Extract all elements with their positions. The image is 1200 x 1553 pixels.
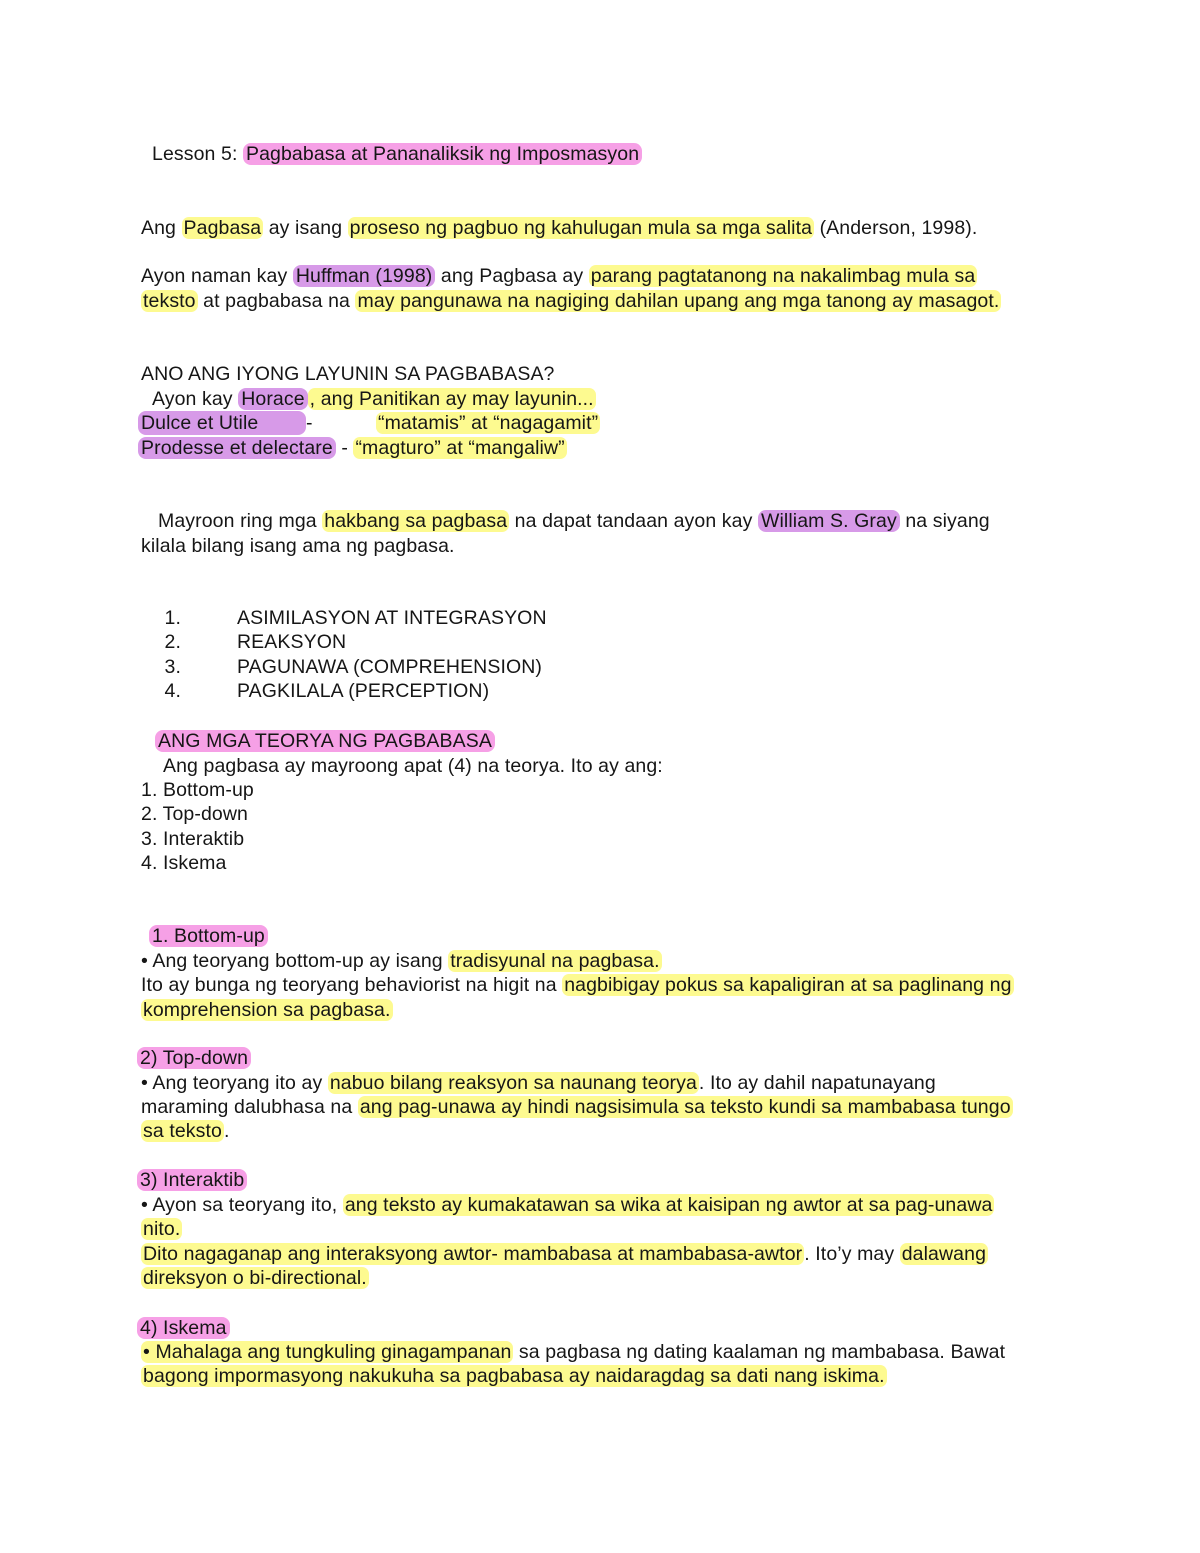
text: . Ito ay dahil napatunayang (698, 1072, 936, 1094)
list-number: 4. (164, 680, 181, 702)
highlight: bagong impormasyong nakukuha sa pagbabasa ay naidaragdag sa dati nang iskima. (143, 1365, 885, 1387)
highlight-name: Horace (238, 388, 307, 410)
highlight: parang pagtatanong na nakalimbag mula sa (590, 265, 976, 287)
list-item: 1. Bottom-up (141, 779, 254, 801)
topdown-line-1 (141, 1071, 936, 1095)
highlight: tradisyunal na pagbasa. (450, 950, 660, 972)
text: . (223, 1120, 230, 1142)
bottomup-line-2 (141, 973, 1014, 997)
highlight: ang pag-unawa ay hindi nagsisimula sa teksto kundi sa mambabasa tungo (359, 1096, 1011, 1118)
iskema-heading (137, 1316, 230, 1340)
topdown-heading (137, 1046, 251, 1070)
bottomup-line-1 (141, 949, 662, 973)
text: at pagbabasa na (197, 290, 356, 312)
latin-term: Dulce et Utile (138, 411, 306, 435)
text: ay isang (263, 217, 348, 239)
text: . Ito’y may (804, 1243, 900, 1265)
text: Ito ay bunga ng teoryang behaviorist na higit na (141, 974, 563, 996)
list-item: 3. Interaktib (141, 828, 245, 850)
text: Ayon naman kay (141, 265, 293, 287)
text: na siyang (899, 510, 990, 532)
highlight: sa teksto (143, 1120, 222, 1142)
intro-paragraph-2-line-1 (141, 264, 977, 288)
text: • Ayon sa teoryang ito, (141, 1194, 343, 1216)
interaktib-line-3 (141, 1242, 988, 1266)
dash: - (335, 437, 354, 459)
highlight: direksyon o bi-directional. (143, 1267, 367, 1289)
text: ang Pagbasa ay (435, 265, 589, 287)
lesson-title (152, 142, 642, 166)
topdown-line-3 (141, 1119, 229, 1143)
text: Mayroon ring mga (158, 510, 323, 532)
list-item (141, 630, 346, 654)
list-item (141, 606, 547, 630)
list-item: 4. Iskema (141, 852, 227, 874)
teorya-heading (155, 729, 495, 753)
highlight: • Mahalaga ang tungkuling ginagampanan (143, 1341, 512, 1363)
translation: “matamis” at “nagagamit” (378, 412, 599, 434)
topdown-line-2 (141, 1095, 1013, 1119)
highlight: , ang Panitikan ay may layunin... (309, 388, 594, 410)
text: Ayon kay (152, 388, 239, 410)
highlight-name: Huffman (1998) (293, 265, 436, 287)
latin-term: Prodesse et delectare (138, 437, 336, 459)
highlight: dalawang (901, 1243, 987, 1265)
section-heading: ANG MGA TEORYA NG PAGBABASA (155, 730, 495, 752)
text: sa pagbasa ng dating kaalaman ng mambabasa. Bawat (513, 1341, 1006, 1363)
iskema-line-2 (141, 1364, 887, 1388)
highlight: nito. (143, 1218, 181, 1240)
interaktib-heading (137, 1168, 247, 1192)
interaktib-line-4 (141, 1266, 369, 1290)
text: na dapat tandaan ayon kay (509, 510, 758, 532)
text: • Ang teoryang bottom-up ay isang (141, 950, 449, 972)
hakbang-line-2: kilala bilang isang ama ng pagbasa. (141, 535, 455, 557)
layunin-ayon (152, 387, 596, 411)
layunin-row-2 (138, 436, 567, 460)
list-item: 2. Top-down (141, 803, 248, 825)
section-heading: 2) Top-down (137, 1047, 251, 1069)
list-number: 1. (164, 607, 181, 629)
highlight: nabuo bilang reaksyon sa naunang teorya (329, 1072, 697, 1094)
text: maraming dalubhasa na (141, 1096, 358, 1118)
list-text: PAGKILALA (PERCEPTION) (237, 680, 490, 702)
bottomup-line-3 (141, 998, 393, 1022)
list-item (141, 655, 542, 679)
highlight: teksto (143, 290, 196, 312)
text: • Ang teoryang ito ay (141, 1072, 328, 1094)
interaktib-line-1 (141, 1193, 994, 1217)
hakbang-line-1 (158, 509, 990, 533)
list-text: ASIMILASYON AT INTEGRASYON (237, 607, 547, 629)
dash: - (306, 412, 313, 434)
highlight: proseso ng pagbuo ng kahulugan mula sa mga salita (349, 217, 813, 239)
section-heading: 3) Interaktib (137, 1169, 247, 1191)
intro-paragraph-1 (141, 216, 977, 240)
highlight: komprehension sa pagbasa. (143, 999, 391, 1021)
list-number: 2. (164, 631, 181, 653)
section-heading: 4) Iskema (137, 1317, 230, 1339)
list-number: 3. (164, 656, 181, 678)
teorya-intro: Ang pagbasa ay mayroong apat (4) na teorya. Ito ay ang: (163, 755, 663, 777)
highlight: may pangunawa na nagiging dahilan upang ang mga tanong ay masagot. (357, 290, 1000, 312)
intro-paragraph-2-line-2 (141, 289, 1001, 313)
highlight-name: William S. Gray (758, 510, 900, 532)
list-text: REAKSYON (237, 631, 347, 653)
section-heading: 1. Bottom-up (149, 925, 268, 947)
interaktib-line-2 (141, 1217, 182, 1241)
bottomup-heading (149, 924, 268, 948)
lesson-topic: Pagbabasa at Pananaliksik ng Imposmasyon (243, 143, 642, 165)
highlight: Dito nagaganap ang interaksyong awtor- mambabasa at mambabasa-awtor (143, 1243, 803, 1265)
lesson-label: Lesson 5: (152, 143, 243, 165)
highlight: ang teksto ay kumakatawan sa wika at kaisipan ng awtor at sa pag-unawa (344, 1194, 993, 1216)
layunin-heading: ANO ANG IYONG LAYUNIN SA PAGBABASA? (141, 363, 555, 385)
text: (Anderson, 1998). (814, 217, 978, 239)
text: Ang (141, 217, 182, 239)
highlight: Pagbasa (183, 217, 262, 239)
list-item (141, 679, 489, 703)
layunin-row-1 (138, 411, 600, 435)
translation: “magturo” at “mangaliw” (355, 437, 565, 459)
highlight: nagbibigay pokus sa kapaligiran at sa paglinang ng (564, 974, 1012, 996)
list-text: PAGUNAWA (COMPREHENSION) (237, 656, 543, 678)
highlight: hakbang sa pagbasa (324, 510, 508, 532)
iskema-line-1 (141, 1340, 1005, 1364)
